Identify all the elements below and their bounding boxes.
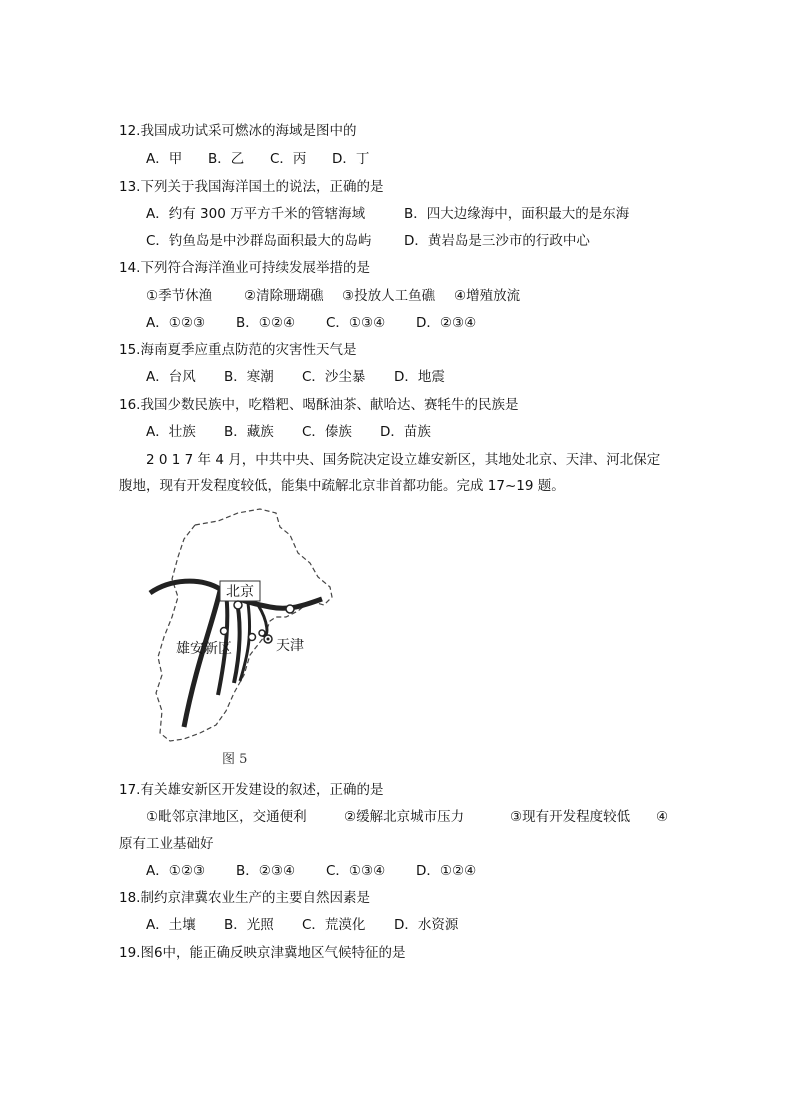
question-14-stem: 14.下列符合海洋渔业可持续发展举措的是 xyxy=(119,260,370,276)
option-d: D．苗族 xyxy=(380,424,431,440)
question-17-stem: 17.有关雄安新区开发建设的叙述，正确的是 xyxy=(119,782,384,798)
option-b: B．四大边缘海中，面积最大的是东海 xyxy=(404,206,630,222)
tianjin-dot xyxy=(267,638,270,641)
option-c: C．沙尘暴 xyxy=(302,369,366,385)
question-14-options xyxy=(146,314,476,332)
option-c: C．钓鱼岛是中沙群岛面积最大的岛屿 xyxy=(146,233,372,249)
question-17-options xyxy=(146,862,476,880)
junction-2 xyxy=(259,630,265,636)
item-1: ①毗邻京津地区，交通便利 xyxy=(146,809,307,825)
option-d: D．地震 xyxy=(394,369,445,385)
option-a: A．①②③ xyxy=(146,863,206,879)
question-19-stem: 19.图6中，能正确反映京津冀地区气候特征的是 xyxy=(119,945,406,961)
question-16-options xyxy=(146,423,431,441)
item-2: ②缓解北京城市压力 xyxy=(344,809,465,825)
xiongan-marker xyxy=(221,628,228,635)
beijing-label: 北京 xyxy=(226,584,254,600)
question-16-stem: 16.我国少数民族中，吃糌粑、喝酥油茶、献哈达、赛牦牛的民族是 xyxy=(119,397,519,413)
junction-1 xyxy=(249,634,256,641)
region-outline xyxy=(156,509,332,741)
item-1: ①季节休渔 xyxy=(146,288,213,304)
option-b: B．光照 xyxy=(224,917,274,933)
option-c: C．①③④ xyxy=(326,863,386,879)
question-17-item-4-cont: 原有工业基础好 xyxy=(119,836,214,852)
option-c: C．丙 xyxy=(270,151,307,167)
railway-3 xyxy=(234,597,240,683)
question-12-options xyxy=(146,150,369,168)
xiongan-label: 雄安新区 xyxy=(176,641,232,657)
question-14-items xyxy=(146,287,520,305)
beijing-marker xyxy=(234,601,242,609)
option-b: B．寒潮 xyxy=(224,369,274,385)
option-c: C．傣族 xyxy=(302,424,352,440)
option-b: B．①②④ xyxy=(236,315,296,331)
passage-line-2: 腹地，现有开发程度较低，能集中疏解北京非首都功能。完成 17~19 题。 xyxy=(119,478,565,494)
question-13-options-row2 xyxy=(146,232,590,250)
jingjinji-map xyxy=(140,505,340,745)
question-13-options-row1 xyxy=(146,205,629,223)
option-b: B．②③④ xyxy=(236,863,296,879)
question-17-items xyxy=(146,808,668,826)
question-15-stem: 15.海南夏季应重点防范的灾害性天气是 xyxy=(119,342,357,358)
railway-1 xyxy=(184,591,220,727)
option-b: B．乙 xyxy=(208,151,245,167)
question-12-stem: 12.我国成功试采可燃冰的海域是图中的 xyxy=(119,123,357,139)
item-4: ④增殖放流 xyxy=(454,288,521,304)
option-d: D．①②④ xyxy=(416,863,477,879)
option-a: A．甲 xyxy=(146,151,183,167)
option-b: B．藏族 xyxy=(224,424,274,440)
question-13-stem: 13.下列关于我国海洋国土的说法，正确的是 xyxy=(119,179,384,195)
option-d: D．水资源 xyxy=(394,917,459,933)
option-a: A．土壤 xyxy=(146,917,196,933)
question-15-options xyxy=(146,368,445,386)
option-d: D．黄岩岛是三沙市的行政中心 xyxy=(404,233,590,249)
option-d: D．丁 xyxy=(332,151,370,167)
item-4: ④ xyxy=(656,809,669,825)
question-18-options xyxy=(146,916,458,934)
passage-line-1: 2 0 1 7 年 4 月，中共中央、国务院决定设立雄安新区，其地处北京、天津、河北保定 xyxy=(146,452,661,468)
option-d: D．②③④ xyxy=(416,315,477,331)
option-a: A．约有 300 万平方千米的管辖海域 xyxy=(146,206,366,222)
item-3: ③投放人工鱼礁 xyxy=(342,288,436,304)
option-a: A．壮族 xyxy=(146,424,196,440)
option-c: C．荒漠化 xyxy=(302,917,366,933)
option-c: C．①③④ xyxy=(326,315,386,331)
item-2: ②清除珊瑚礁 xyxy=(244,288,324,304)
option-a: A．台风 xyxy=(146,369,196,385)
junction-3 xyxy=(286,605,294,613)
item-3: ③现有开发程度较低 xyxy=(510,809,631,825)
question-18-stem: 18.制约京津冀农业生产的主要自然因素是 xyxy=(119,890,370,906)
tianjin-label: 天津 xyxy=(276,638,304,654)
option-a: A．①②③ xyxy=(146,315,206,331)
figure-5-caption: 图 5 xyxy=(222,752,248,767)
